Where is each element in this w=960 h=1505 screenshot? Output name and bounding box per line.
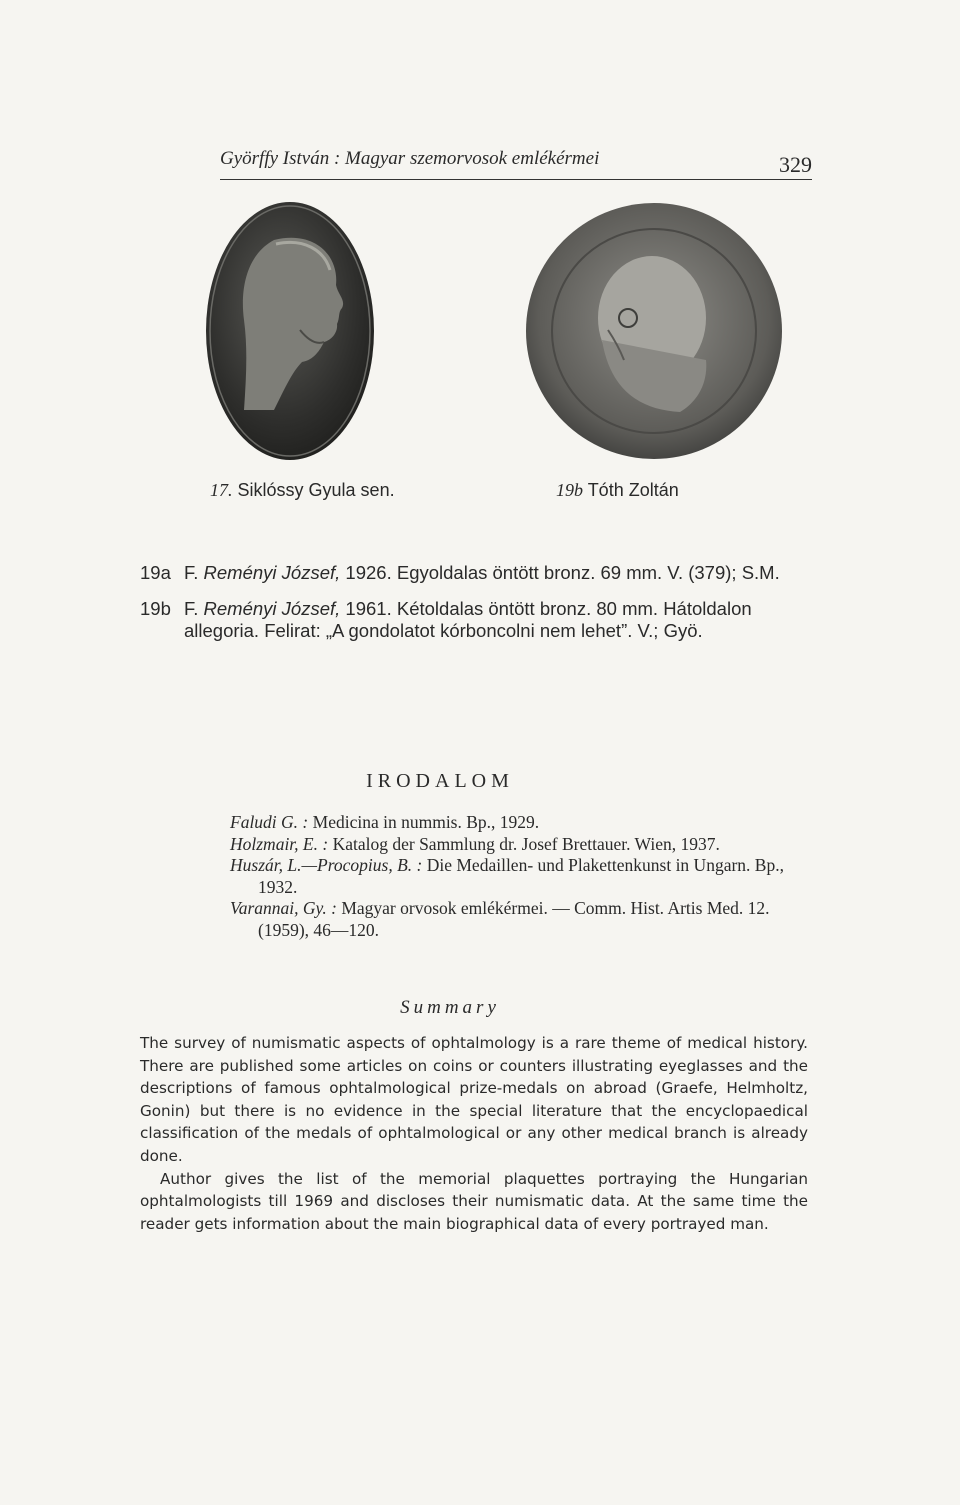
catalog-entry-19a (140, 562, 820, 584)
literature-ref (230, 812, 810, 834)
entry-prefix: F. (184, 562, 199, 583)
entry-author: Reményi József, (203, 598, 341, 619)
medal-photo-siklossy (204, 200, 376, 462)
summary-heading-text: Summary (400, 997, 500, 1018)
literature-ref (230, 855, 810, 898)
literature-list (230, 812, 810, 941)
literature-ref (230, 834, 810, 856)
running-header (220, 146, 812, 180)
entry-prefix: F. (184, 598, 199, 619)
literature-ref (230, 898, 810, 941)
ref-author: Holzmair, E. : (230, 833, 329, 854)
medal-17-image (204, 200, 376, 462)
ref-author: Huszár, L.—Procopius, B. : (230, 855, 423, 875)
entry-author: Reményi József, (203, 562, 341, 583)
summary-heading (0, 997, 960, 1019)
caption-number: 19b (556, 480, 583, 500)
caption-medal-17 (210, 480, 395, 501)
summary-paragraph: The survey of numismatic aspects of ophtalmology is a rare theme of medical history. There are published some articles on coins or counters illustrating eyeglasses and the descriptions of famous ophtalmological prize-medals on abroad (Graefe, Helmholtz, Gonin) but there is no evidence in the special literature that the encyclopaedical classification of the medals of ophtalmological or any other medical branch is already done. (140, 1034, 808, 1165)
entry-id: 19a (140, 562, 171, 583)
entry-text: 1926. Egyoldalas öntött bronz. 69 mm. V. (379); S.M. (345, 562, 780, 583)
medal-photo-toth (520, 200, 788, 462)
header-rule (220, 179, 812, 180)
page-number: 329 (779, 152, 812, 177)
summary-paragraph: Author gives the list of the memorial plaquettes portraying the Hungarian ophtalmologists till 1969 and discloses their numismatic data. At the same time the reader gets information about the main biographical data of every portrayed man. (140, 1169, 808, 1233)
ref-text: Katalog der Sammlung dr. Josef Brettauer. Wien, 1937. (332, 833, 720, 854)
caption-number: 17. (210, 480, 233, 500)
caption-medal-19b (556, 480, 679, 501)
literature-heading (0, 770, 960, 793)
ref-author: Faludi G. : (230, 812, 309, 832)
catalog-entry-19b (140, 598, 820, 642)
ref-text: Medicina in nummis. Bp., 1929. (312, 812, 540, 832)
running-title: Györffy István : Magyar szemorvosok emlékérmei (220, 148, 600, 169)
catalog-entries (140, 562, 820, 656)
caption-text: Tóth Zoltán (587, 480, 679, 500)
entry-text: 1961. Kétoldalas öntött bronz. 80 mm. Hátoldalon allegoria. Felirat: „A gondolatot kórboncolni nem lehet”. V.; Gyö. (184, 598, 752, 641)
literature-heading-text: IRODALOM (366, 770, 514, 792)
caption-text: Siklóssy Gyula sen. (237, 480, 395, 500)
entry-id: 19b (140, 598, 171, 619)
ref-text: Die Medaillen- und Plakettenkunst in Ungarn. Bp., 1932. (258, 855, 784, 897)
medal-19b-image (520, 200, 788, 462)
ref-text: Magyar orvosok emlékérmei. — Comm. Hist. Artis Med. 12. (1959), 46—120. (258, 898, 770, 940)
ref-author: Varannai, Gy. : (230, 898, 337, 918)
summary-body (140, 1032, 808, 1235)
